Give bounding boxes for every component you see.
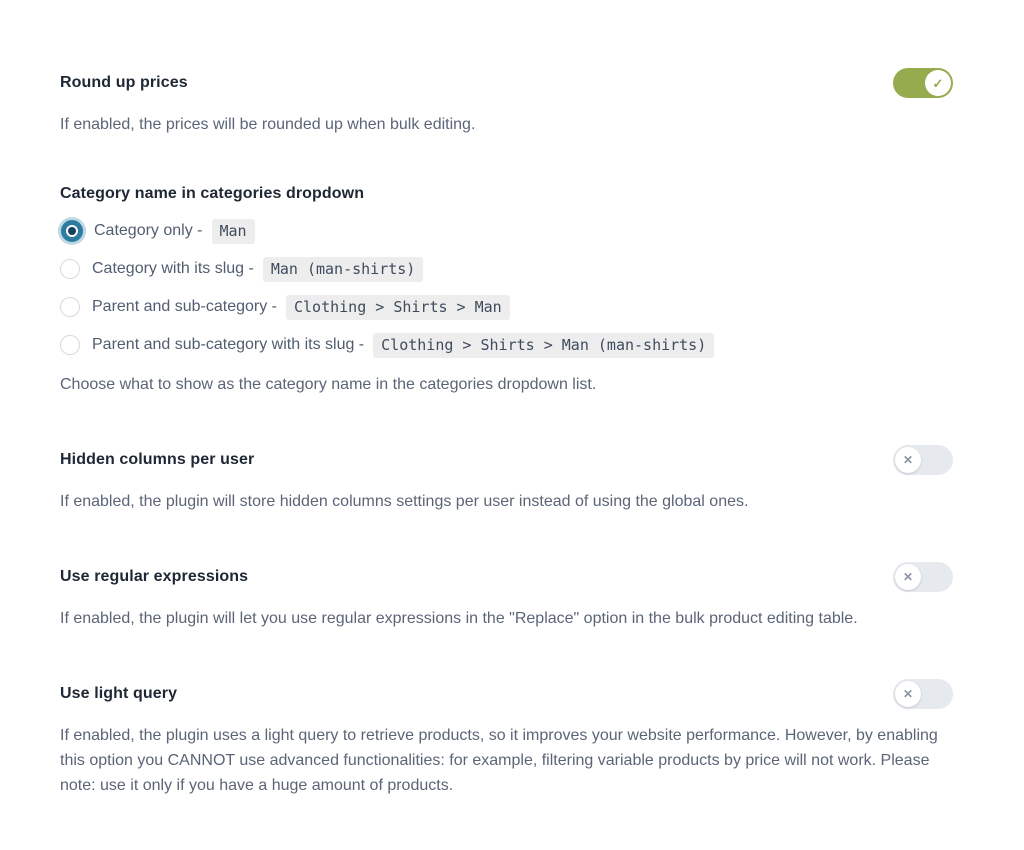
round-up-prices-title-row (60, 68, 953, 98)
regular-expressions-toggle[interactable] (893, 562, 953, 592)
category-example-chip: Man (man-shirts) (263, 257, 424, 282)
radio-dot (68, 227, 76, 235)
regular-expressions-description: If enabled, the plugin will let you use regular expressions in the "Replace" option in the bulk product editing table. (60, 610, 858, 627)
cross-icon: ✕ (902, 453, 914, 467)
radio-option-category-only[interactable] (60, 212, 953, 250)
hidden-columns-title-row (60, 445, 953, 475)
round-up-prices-toggle[interactable] (893, 68, 953, 98)
radio-unselected-icon[interactable] (60, 297, 80, 317)
regular-expressions-title: Use regular expressions (60, 568, 249, 585)
radio-option-label: Category with its slug - (92, 260, 254, 277)
category-example-chip: Clothing > Shirts > Man (man-shirts) (373, 333, 714, 358)
light-query-title-row (60, 679, 953, 709)
section-hidden-columns (60, 445, 953, 514)
toggle-knob (925, 70, 951, 96)
round-up-prices-description: If enabled, the prices will be rounded up when bulk editing. (60, 116, 476, 133)
check-icon: ✓ (932, 75, 944, 91)
radio-unselected-icon[interactable] (60, 259, 80, 279)
hidden-columns-title: Hidden columns per user (60, 451, 255, 468)
category-name-radio-group (60, 212, 953, 364)
radio-option-parent-subcategory-slug[interactable] (60, 326, 953, 364)
radio-option-category-with-slug[interactable] (60, 250, 953, 288)
category-example-chip: Man (212, 219, 255, 244)
hidden-columns-description: If enabled, the plugin will store hidden columns settings per user instead of using the global ones. (60, 493, 749, 510)
category-example-chip: Clothing > Shirts > Man (286, 295, 510, 320)
toggle-knob (895, 681, 921, 707)
section-regular-expressions (60, 562, 953, 631)
hidden-columns-toggle[interactable] (893, 445, 953, 475)
light-query-description: If enabled, the plugin uses a light query to retrieve products, so it improves your website performance. However, by enabling this option you CANNOT use advanced functionalities: for example, filtering variable products by price will not work. Please note: use it only if you have a huge amount of products. (60, 727, 938, 794)
radio-selected-icon[interactable] (61, 220, 83, 242)
cross-icon: ✕ (902, 570, 914, 584)
toggle-knob (895, 564, 921, 590)
light-query-title: Use light query (60, 685, 178, 702)
radio-unselected-icon[interactable] (60, 335, 80, 355)
toggle-knob (895, 447, 921, 473)
section-light-query (60, 679, 953, 798)
category-name-description: Choose what to show as the category name in the categories dropdown list. (60, 376, 597, 393)
regular-expressions-title-row (60, 562, 953, 592)
category-name-title: Category name in categories dropdown (60, 185, 365, 202)
cross-icon: ✕ (902, 687, 914, 701)
round-up-prices-title: Round up prices (60, 74, 188, 91)
radio-option-parent-subcategory[interactable] (60, 288, 953, 326)
radio-option-label: Parent and sub-category with its slug - (92, 336, 365, 353)
section-round-up-prices (60, 68, 953, 137)
radio-option-label: Parent and sub-category - (92, 298, 277, 315)
section-category-name (60, 185, 953, 397)
light-query-toggle[interactable] (893, 679, 953, 709)
radio-option-label: Category only - (94, 222, 203, 239)
